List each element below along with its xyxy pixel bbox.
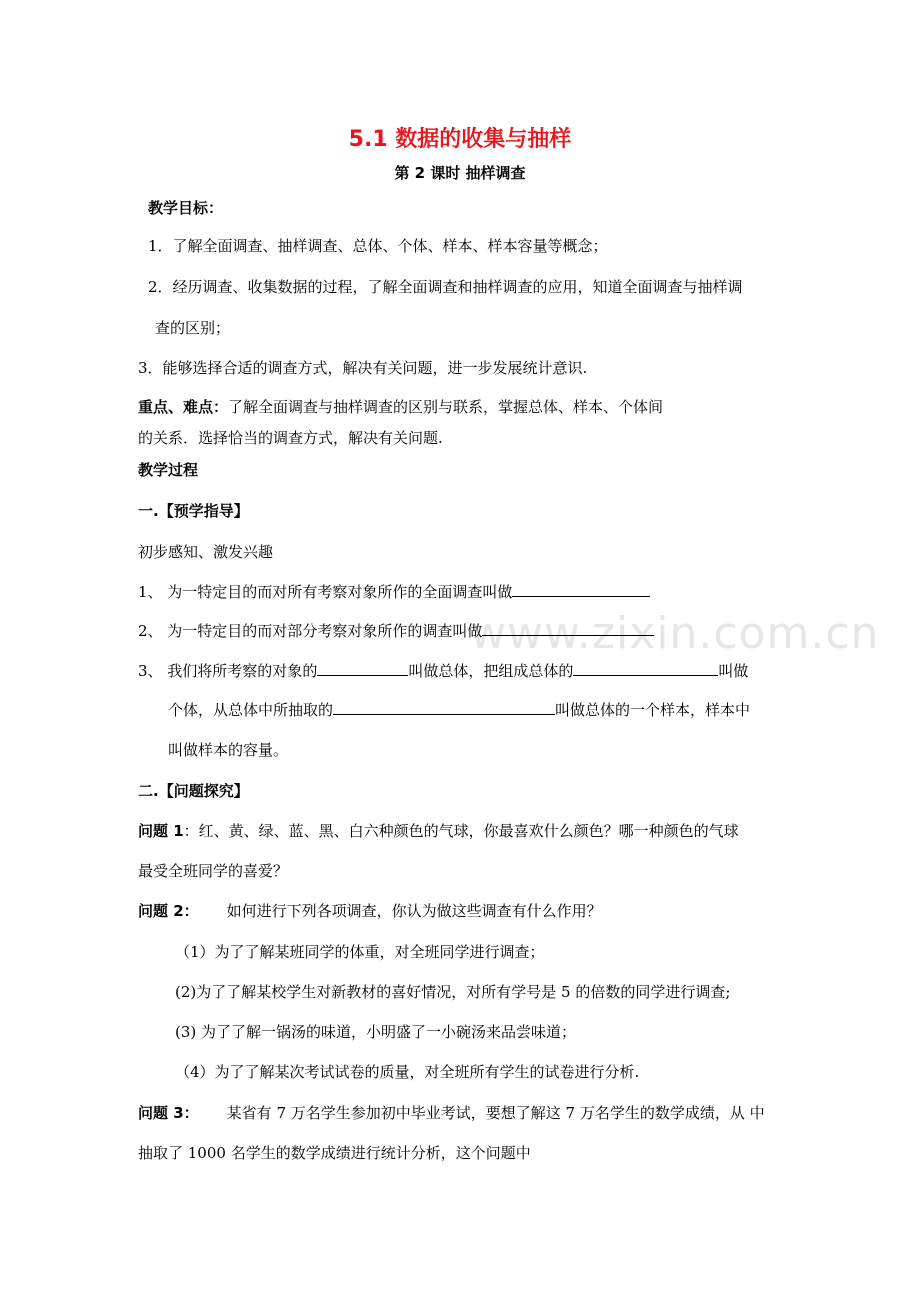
answer-blank[interactable] [317,661,408,676]
keypoints-label: 重点、难点： [138,398,229,416]
problem-1-text: ：红、黄、绿、蓝、黑、白六种颜色的气球，你最喜欢什么颜色？哪一种颜色的气球 [183,822,739,840]
objective-item: 1．了解全面调查、抽样调查、总体、个体、样本、样本容量等概念； [148,237,608,255]
problem-3 [138,1102,765,1123]
keypoints-text: 了解全面调查与抽样调查的区别与联系，掌握总体、样本、个体间 [228,398,664,416]
problem-2-item: （1）为了了解某班同学的体重，对全班同学进行调查； [175,943,545,961]
process-heading: 教学过程 [138,461,199,479]
page-title: 5.1 数据的收集与抽样 [348,127,572,152]
objective-item: 3．能够选择合适的调查方式，解决有关问题，进一步发展统计意识. [138,359,588,377]
section2-heading: 二.【问题探究】 [138,782,249,800]
question-3-text: 3、 我们将所考察的对象的 [138,662,318,680]
question-3-text: 个体，从总体中所抽取的 [168,701,334,719]
problem-2-text: 如何进行下列各项调查，你认为做这些调查有什么作用？ [226,902,602,920]
problem-2-item: (3) 为了了解一锅汤的味道，小明盛了一小碗汤来品尝味道； [175,1023,577,1041]
question-3-cont [168,699,750,720]
watermark: www.zixin.com.cn [470,608,880,659]
question-3-text: 叫做 [718,662,749,680]
objective-item: 查的区别； [155,319,231,337]
answer-blank[interactable] [573,661,718,676]
problem-2-item: (2)为了了解某校学生对新教材的喜好情况，对所有学号是 5 的倍数的同学进行调查; [175,983,731,1001]
problem-1-label: 问题 1 [138,822,184,840]
section1-intro: 初步感知、激发兴趣 [138,543,274,561]
problem-2-label: 问题 2： [138,902,199,920]
objectives-heading: 教学目标： [148,199,224,217]
page-subtitle: 第 2 课时 抽样调查 [394,164,526,182]
problem-3-text: 某省有 7 万名学生参加初中毕业考试，要想了解这 7 万名学生的数学成绩，从 中 [226,1104,765,1122]
problem-2 [138,900,602,921]
question-3-text: 叫做总体的一个样本，样本中 [555,701,751,719]
answer-blank[interactable] [512,582,650,597]
problem-2-item: （4）为了了解某次考试试卷的质量，对全班所有学生的试卷进行分析. [175,1063,640,1081]
problem-3-cont: 抽取了 1000 名学生的数学成绩进行统计分析，这个问题中 [138,1144,531,1162]
answer-blank[interactable] [333,700,555,715]
problem-1-cont: 最受全班同学的喜爱？ [138,862,289,880]
objective-item: 2．经历调查、收集数据的过程，了解全面调查和抽样调查的应用，知道全面调查与抽样调 [148,278,743,296]
question-1-text: 1、 为一特定目的而对所有考察对象所作的全面调查叫做 [138,583,513,601]
question-3-text: 叫做总体，把组成总体的 [408,662,574,680]
question-1 [138,581,650,602]
keypoints-line2: 的关系．选择恰当的调查方式，解决有关问题. [138,429,443,447]
section1-heading: 一.【预学指导】 [138,502,249,520]
question-3-end: 叫做样本的容量。 [168,741,289,759]
question-2-text: 2、 为一特定目的而对部分考察对象所作的调查叫做 [138,622,483,640]
problem-1 [138,820,739,841]
keypoints-line1 [138,396,663,417]
answer-blank[interactable] [482,621,654,636]
question-3 [138,660,748,681]
problem-3-label: 问题 3： [138,1104,199,1122]
question-2 [138,620,654,641]
